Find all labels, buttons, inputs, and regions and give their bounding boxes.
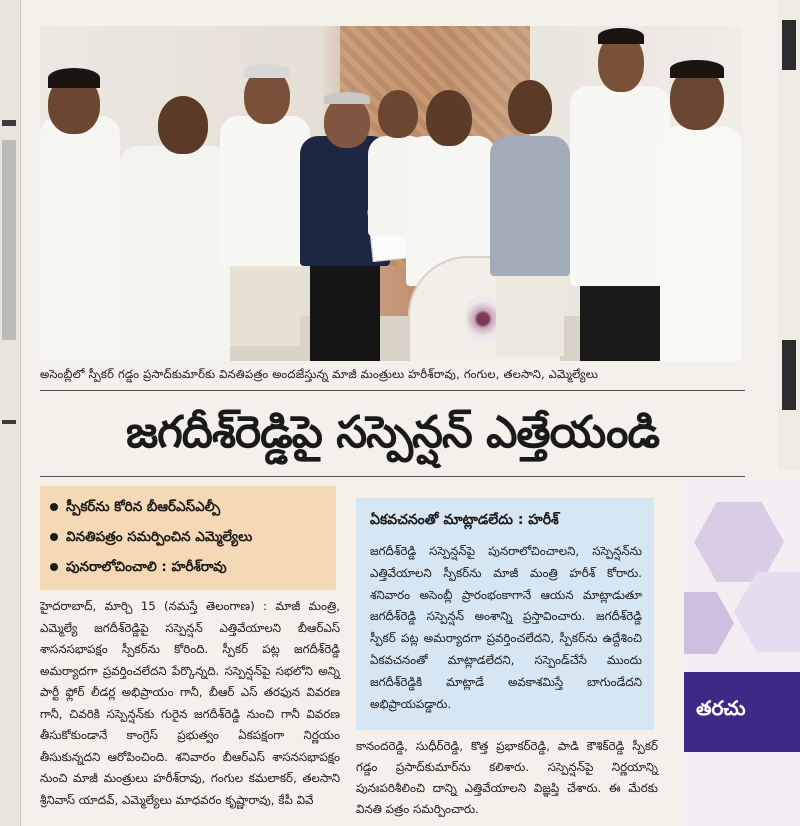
headline-rule-bottom <box>40 476 745 477</box>
highlights-box <box>40 486 336 590</box>
photo-caption: అసెంబ్లీలో స్పీకర్ గడ్డం ప్రసాద్‌కుమార్‌కు వినతిపత్రం అందజేస్తున్న మాజీ మంత్రులు హరీశ్‌రావు, గంగుల, తలసాని, ఎమ్మెల్యేలు <box>40 367 599 381</box>
adjacent-page-strip-right <box>778 0 800 470</box>
article-paragraph: హైదరాబాద్, మార్చి 15 (నమస్తే తెలంగాణ) : మాజీ మంత్రి, ఎమ్మెల్యే జగదీశ్‌రెడ్డిపై సస్పెన్షన్ ఎత్తివేయాలని బీఆర్‌ఎస్ శాసనసభాపక్షం స్పీకర్‌ను కోరింది. స్పీకర్ పట్ల జగదీశ్‌రెడ్డి అమర్యాదగా ప్రవర్తించలేదని పేర్కొన్నది. సస్పెన్షన్‌పై సభలోని అన్ని పార్టీ ఫ్లోర్ లీడర్ల అభిప్రాయం గానీ, బీఆర్ ఎస్ తరఫున వివరణ గానీ, చివరికి సస్పెన్షన్‌కు గురైన జగదీశ్‌రెడ్డి నుంచి గానీ వివరణ తీసుకోకుండానే కాంగ్రెస్ ప్రభుత్వం ఏకపక్షంగా నిర్ణయం తీసుకున్నదని ఆరోపించింది. శనివారం బీఆర్‌ఎస్ శాసనసభాపక్షం నుంచి మాజీ మంత్రులు హరీశ్‌రావు, గంగుల కమలాకర్, తలసాని శ్రీనివాస్ యాదవ్, ఎమ్మెల్యేలు మాధవరం కృష్ణారావు, కేపీ వివే <box>40 599 340 807</box>
highlight-item: స్పీకర్‌ను కోరిన బీఆర్‌ఎస్‌ఎల్పీ <box>50 492 336 522</box>
bullet-icon <box>50 503 58 511</box>
bullet-icon <box>50 563 58 571</box>
sidebox-title: ఏకవచనంతో మాట్లాడలేదు : హరీశ్ <box>370 512 559 528</box>
news-photo <box>40 26 742 361</box>
article-body-right: కానందరెడ్డి, సుధీర్‌రెడ్డి, కొత్త ప్రభాకర్‌రెడ్డి, పాడి కౌశిక్‌రెడ్డి స్పీకర్ గడ్డం ప్రసాద్‌కుమార్‌ను కలిశారు. సస్పెన్షన్‌పై నిర్ణయాన్ని పునఃపరిశీలించి దాన్ని ఎత్తివేయాలని విజ్ఞప్తి చేశారు. ఈ మేరకు వినతి పత్రం సమర్పించారు. <box>356 739 658 816</box>
sidebox-text: జగదీశ్‌రెడ్డి సస్పెన్షన్‌పై పునరాలోచించాలని, సస్పెన్షన్‌ను ఎత్తివేయాలని స్పీకర్‌ను మాజీ మంత్రి హరీశ్ కోరారు. శనివారం అసెంబ్లీ ప్రారంభంకాగానే ఆయన మాట్లాడుతూ జగదీశ్‌రెడ్డి సస్పెన్షన్ అంశాన్ని ప్రస్తావించారు. జగదీశ్‌రెడ్డి స్పీకర్ పట్ల అమర్యాదగా ప్రవర్తించలేదని, స్పీకర్‌ను ఉద్దేశించి ఏకవచనంతో మాట్లాడలేదని, సస్పెండ్‌చేసే ముందు జగదీశ్‌రెడ్డికి మాట్లాడే అవకాశమిస్తే బాగుండేదని అభిప్రాయపడ్డారు. <box>370 544 642 711</box>
highlight-item: పునరాలోచించాలి : హరీశ్‌రావు <box>50 552 336 582</box>
ad-band <box>684 672 800 752</box>
sidebox <box>356 498 654 730</box>
article-body-left <box>40 596 340 811</box>
adjacent-page-strip-left <box>0 0 21 826</box>
bullet-icon <box>50 533 58 541</box>
highlight-item: వినతిపత్రం సమర్పించిన ఎమ్మెల్యేలు <box>50 522 336 552</box>
headline: జగదీశ్‌రెడ్డిపై సస్పెన్షన్ ఎత్తేయండి <box>125 407 660 458</box>
advertisement <box>684 482 800 826</box>
ad-text: తరచు <box>696 696 746 720</box>
headline-rule-top <box>40 390 745 391</box>
